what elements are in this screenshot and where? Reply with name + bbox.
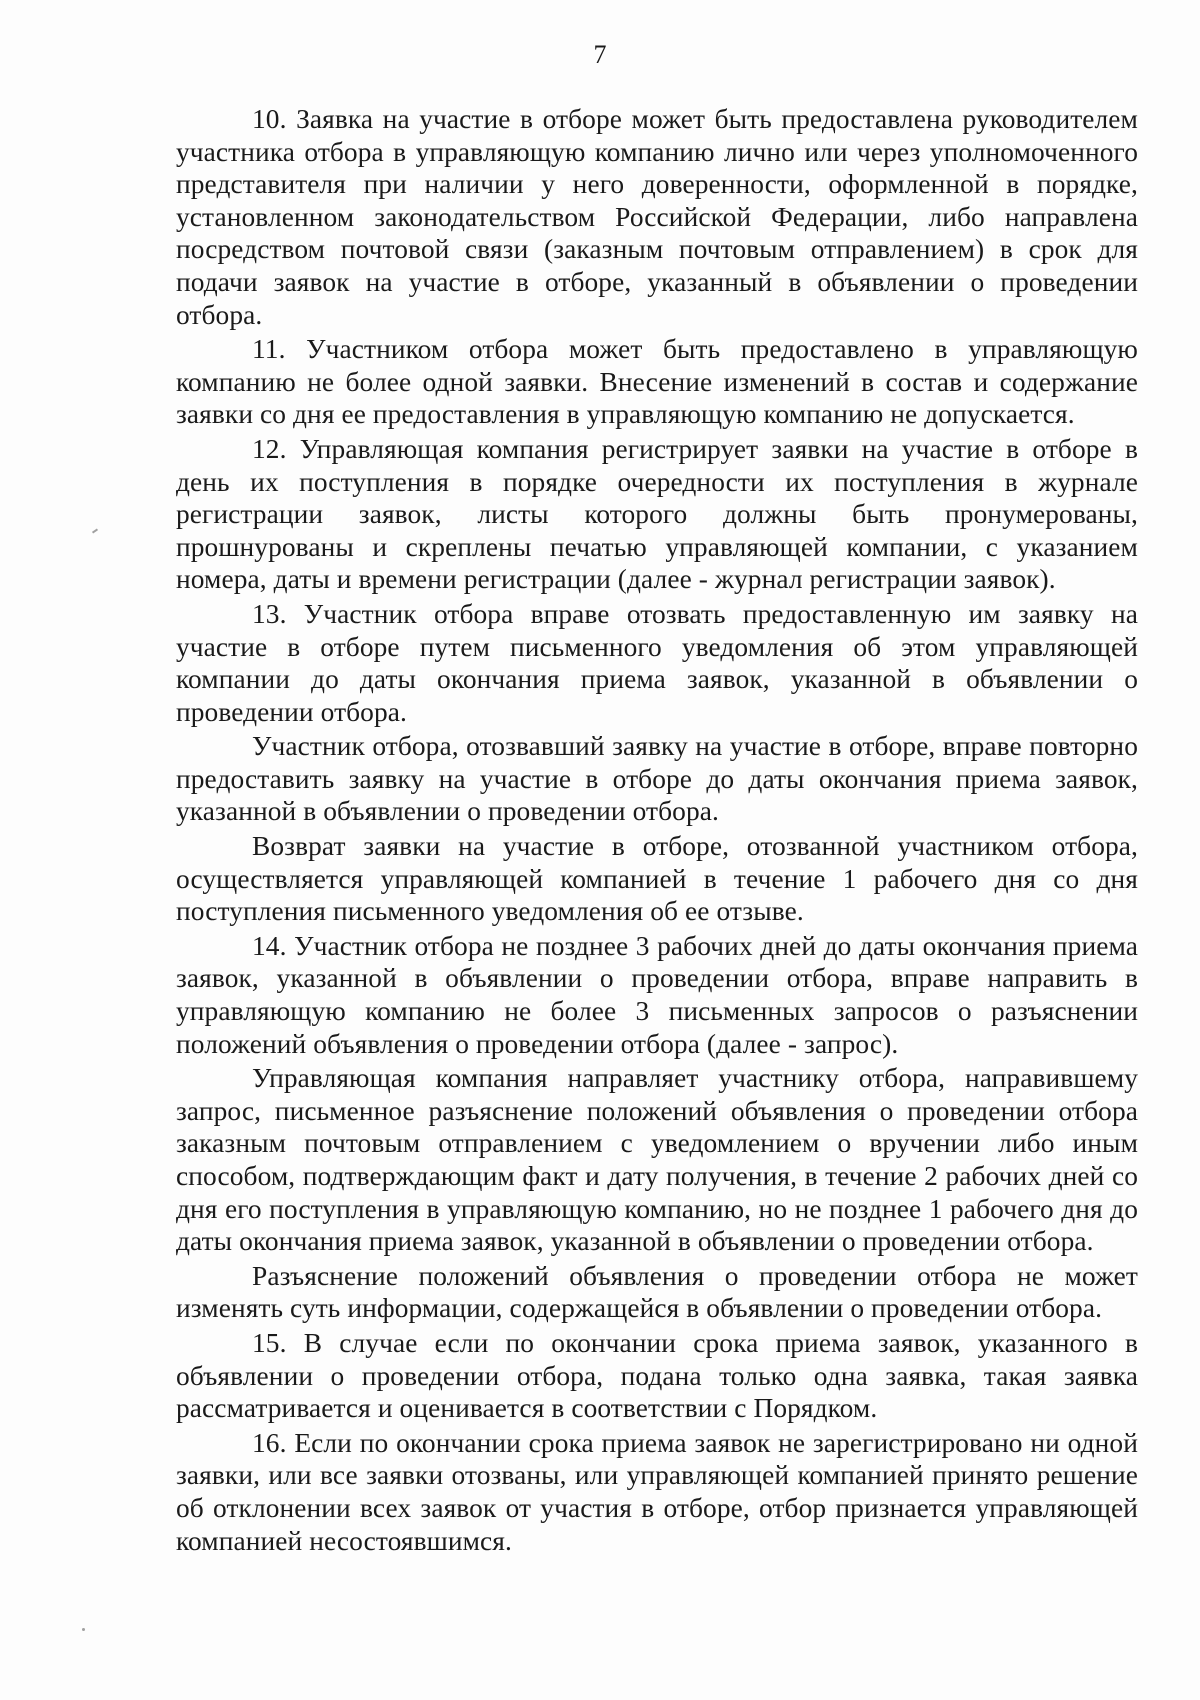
paragraph-12: 12. Управляющая компания регистрирует заявки на участие в отборе в день их поступления в порядке очередности их поступления в журнале регистрации заявок, листы которого должны быть пронумерованы, прошнурованы и скреплены печатью управляющей компании, с указанием номера, даты и времени регистрации (далее - журнал регистрации заявок).: [176, 433, 1138, 595]
paragraph-10: 10. Заявка на участие в отборе может быть предоставлена руководителем участника отбора в управляющую компанию лично или через уполномоченного представителя при наличии у него доверенности, оформленной в порядке, установленном законодательством Российской Федерации, либо направлена посредством почтовой связи (заказным почтовым отправлением) в срок для подачи заявок на участие в отборе, указанный в объявлении о проведении отбора.: [176, 104, 1138, 330]
document-body: [176, 103, 1138, 1559]
paragraph-15: 15. В случае если по окончании срока приема заявок, указанного в объявлении о проведении отбора, подана только одна заявка, такая заявка рассматривается и оценивается в соответствии с Порядком.: [176, 1327, 1138, 1424]
page-number: 7: [593, 40, 607, 69]
paragraph-14-part-3: Разъяснение положений объявления о проведении отбора не может изменять суть информации, содержащейся в объявлении о проведении отбора.: [176, 1260, 1138, 1324]
scan-speck: [82, 1628, 85, 1631]
paragraph-13: 13. Участник отбора вправе отозвать предоставленную им заявку на участие в отборе путем письменного уведомления об этом управляющей компании до даты окончания приема заявок, указанной в объявлении о проведении отбора.: [176, 598, 1138, 727]
paragraph-16: 16. Если по окончании срока приема заявок не зарегистрировано ни одной заявки, или все заявки отозваны, или управляющей компанией принято решение об отклонении всех заявок от участия в отборе, отбор признается управляющей компанией несостоявшимся.: [176, 1427, 1138, 1556]
paragraph-14-part-2: Управляющая компания направляет участнику отбора, направившему запрос, письменное разъяснение положений объявления о проведении отбора заказным почтовым отправлением с уведомлением о вручении либо иным способом, подтверждающим факт и дату получения, в течение 2 рабочих дней со дня его поступления в управляющую компанию, но не позднее 1 рабочего дня до даты окончания приема заявок, указанной в объявлении о проведении отбора.: [176, 1063, 1138, 1257]
paragraph-14: 14. Участник отбора не позднее 3 рабочих дней до даты окончания приема заявок, указанной в объявлении о проведении отбора, вправе направить в управляющую компанию не более 3 письменных запросов о разъяснении положений объявления о проведении отбора (далее - запрос).: [176, 930, 1138, 1059]
paragraph-13-part-2: Участник отбора, отозвавший заявку на участие в отборе, вправе повторно предоставить заявку на участие в отборе до даты окончания приема заявок, указанной в объявлении о проведении отбора.: [176, 731, 1138, 827]
scan-speck: [92, 528, 98, 533]
paragraph-11: 11. Участником отбора может быть предоставлено в управляющую компанию не более одной заявки. Внесение изменений в состав и содержание заявки со дня ее предоставления в управляющую компанию не допускается.: [176, 334, 1138, 430]
paragraph-13-part-3: Возврат заявки на участие в отборе, отозванной участником отбора, осуществляется управляющей компанией в течение 1 рабочего дня со дня поступления письменного уведомления об ее отзыве.: [176, 831, 1138, 927]
